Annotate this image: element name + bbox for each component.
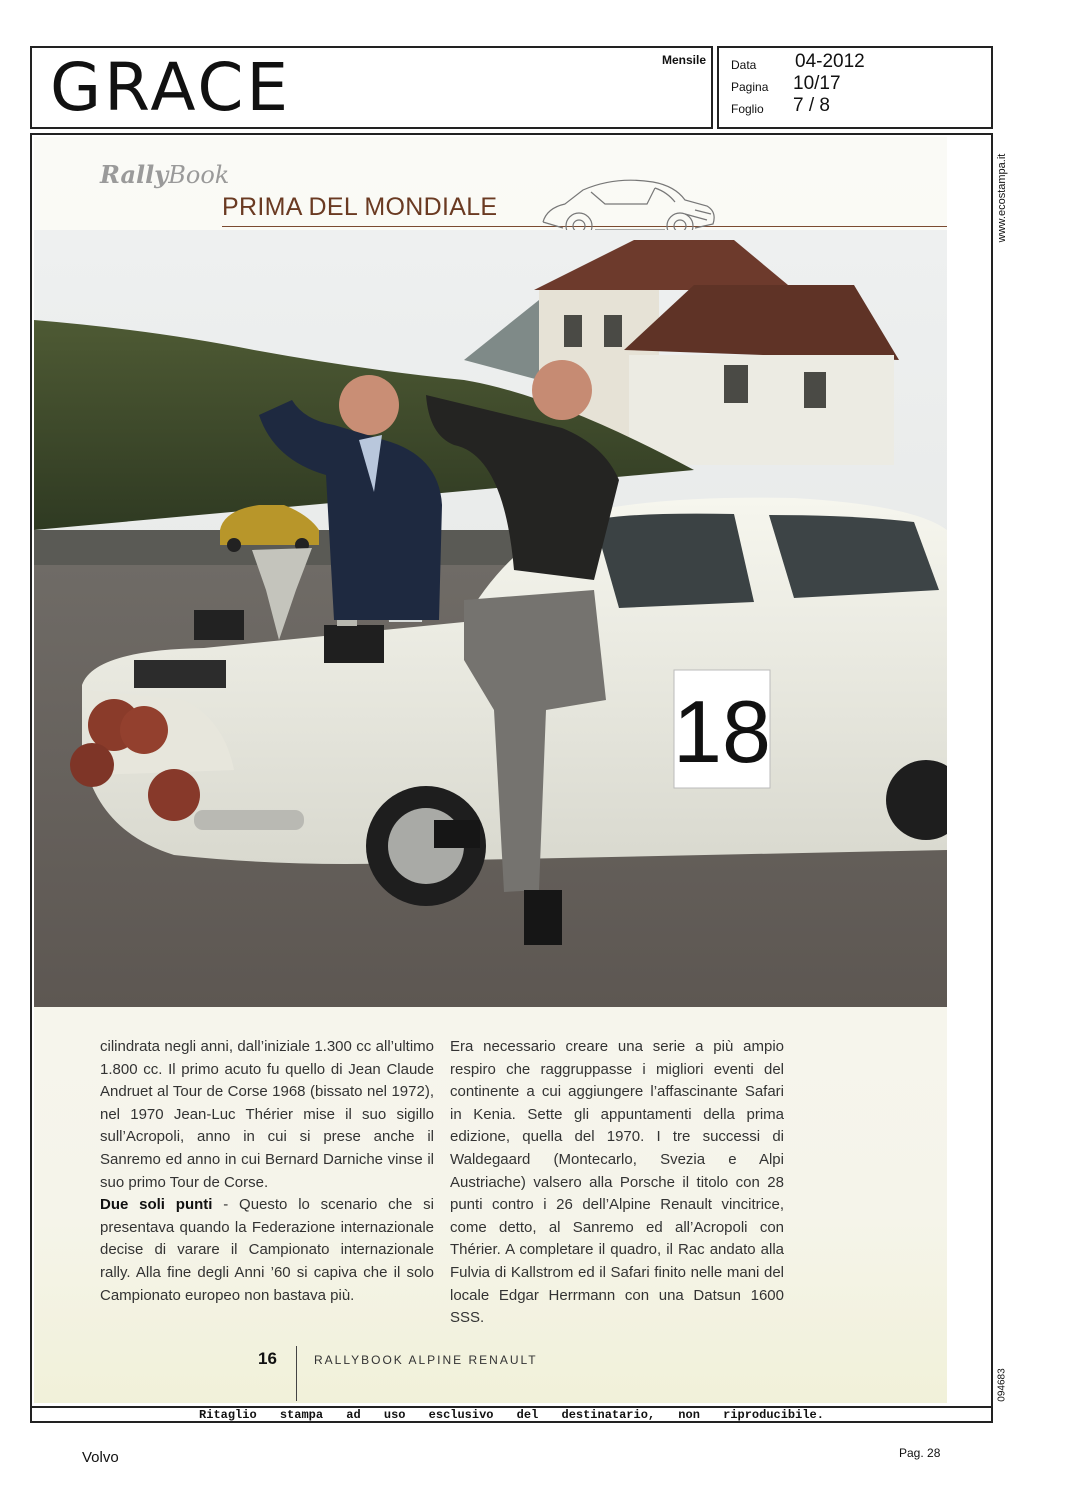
car-number: 18 (673, 682, 771, 781)
brand-main: Rally (100, 160, 169, 189)
folio-divider (296, 1346, 297, 1401)
rally-photo (34, 230, 947, 1007)
clipping-disclaimer: Ritaglio stampa ad uso esclusivo del destinatario, non riproducibile. (30, 1406, 993, 1423)
rallybook-logo (100, 160, 229, 189)
client-name: Volvo (82, 1449, 119, 1466)
column-right-paragraph: Era necessario creare una serie a più ampio respiro che raggruppasse i migliori eventi del continente a cui aggiungere l’affascinante Safari in Kenia. Sette gli appuntamenti della prima edizione, quella del 1970. I tre successi di Waldegaard (Montecarlo, Svezia e Alpi Austriache) valsero alla Porsche il titolo con 28 punti contro i 26 dell’Alpine Renault vincitrice, come detto, al Sanremo ed all’Acropoli con Thérier. A completare il quadro, il Rac andato alla Fulvia di Kallstrom ed il Safari finito nelle mani del locale Edgar Herrmann con una Datsun 1600 SSS. (450, 1038, 784, 1327)
side-url-container (993, 138, 1011, 258)
folio-title: RALLYBOOK ALPINE RENAULT (314, 1353, 538, 1367)
frequency-label: Mensile (661, 53, 706, 67)
section-title: PRIMA DEL MONDIALE (222, 193, 498, 221)
date-label: Data (731, 58, 757, 72)
folio-page-number: 16 (258, 1349, 277, 1368)
article-column-right (450, 1036, 784, 1330)
sheet-value: 7 / 8 (793, 95, 830, 116)
brand-sub: Book (168, 161, 230, 189)
column-left-paragraph-1: cilindrata negli anni, dall’iniziale 1.300 cc all’ultimo 1.800 cc. Il primo acuto fu quello di Jean Claude Andruet al Tour de Corse 1968 (bissato nel 1972), nel 1970 Jean-Luc Thérier mise il suo sigillo sull’Acropoli, anno in cui si prese anche il Sanremo ed anno in cui Bernard Darniche vinse il suo primo Tour de Corse. (100, 1038, 434, 1191)
column-left-paragraph-2-text: - Questo lo scenario che si presentava quando la Federazione internazionale decise di varare il Campionato internazionale rally. Alla fine degli Anni ’60 si capiva che il solo Campionato europeo non bastava più. (100, 1196, 434, 1304)
masthead-title: GRACE (50, 49, 292, 126)
side-code-container (993, 1360, 1011, 1410)
page-value: 10/17 (793, 73, 841, 94)
date-value: 04-2012 (795, 51, 865, 72)
page-label: Pagina (731, 80, 769, 94)
masthead-box (30, 46, 713, 129)
side-code: 094683 (996, 1368, 1008, 1402)
side-url: www.ecostampa.it (996, 153, 1008, 243)
document-page-number: Pag. 28 (899, 1446, 941, 1460)
subheading-due-soli-punti: Due soli punti (100, 1196, 213, 1214)
column-left-paragraph-2 (100, 1194, 434, 1307)
sheet-label: Foglio (731, 102, 764, 116)
article-column-left (100, 1036, 434, 1307)
issue-meta-box (717, 46, 993, 129)
